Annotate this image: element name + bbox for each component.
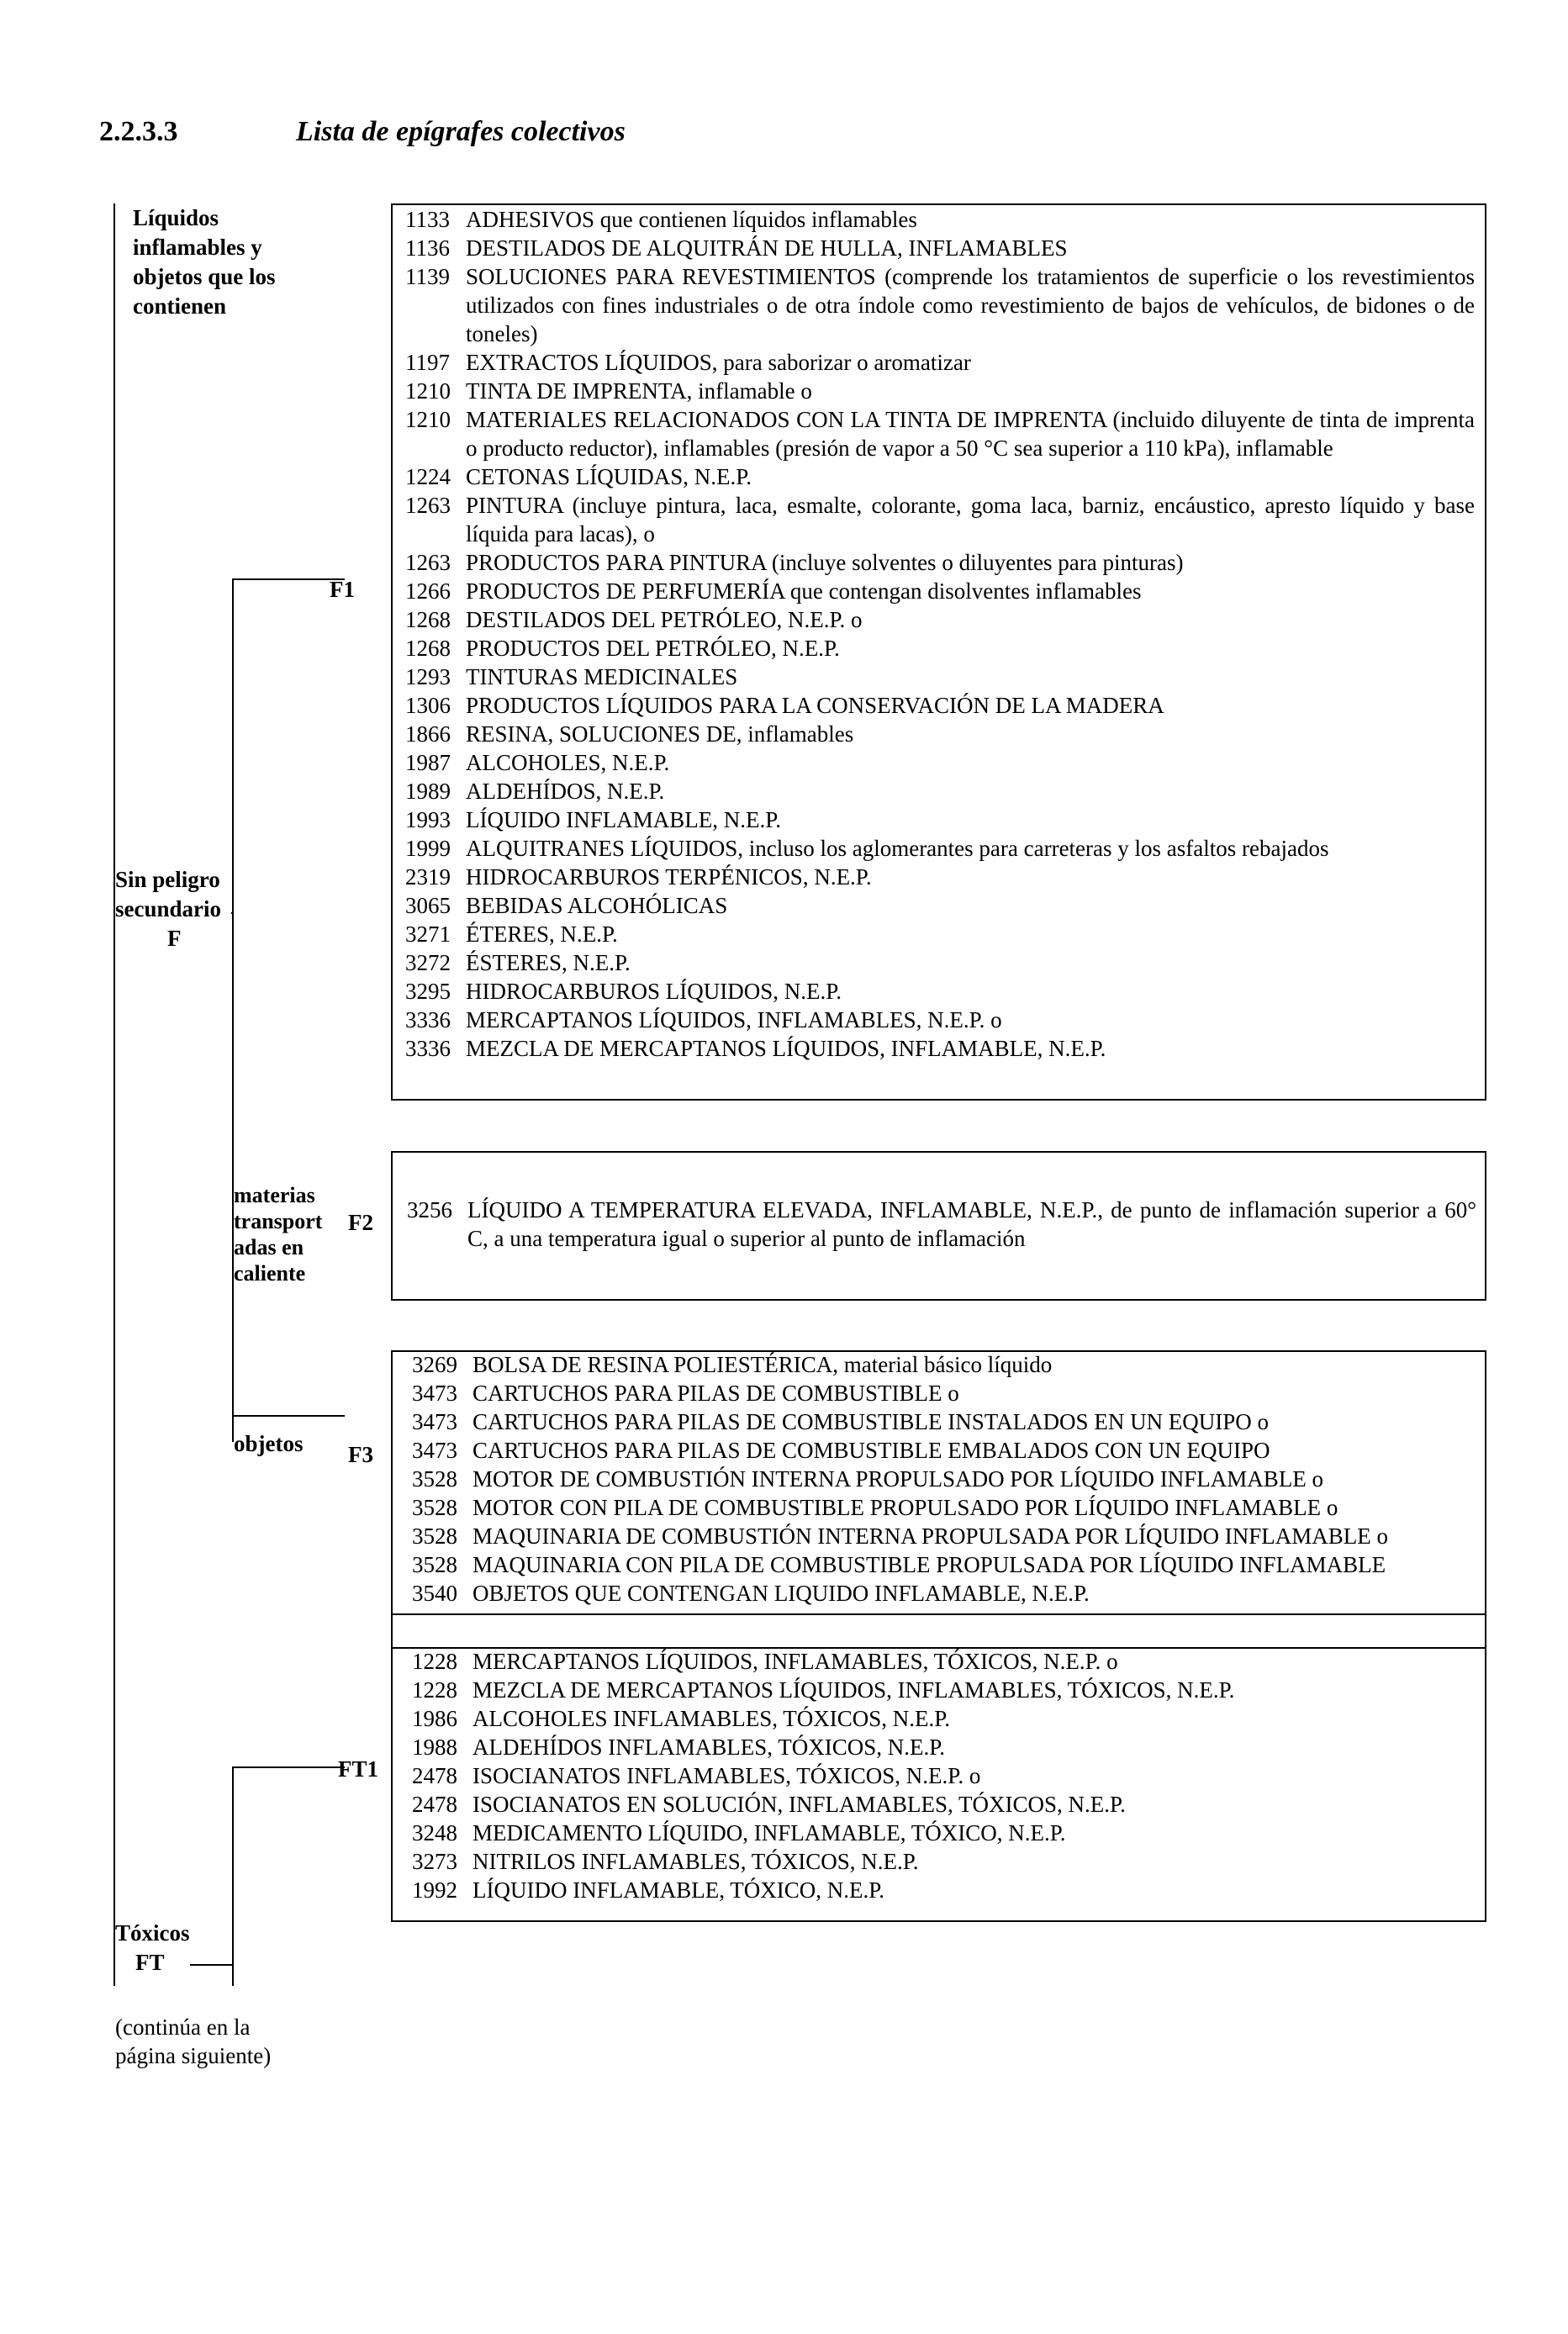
entry-name: NITRILOS INFLAMABLES, TÓXICOS, N.E.P.	[473, 1849, 919, 1874]
continuation-note	[115, 2013, 271, 2070]
un-number: 1306	[405, 693, 451, 718]
entry-name: HIDROCARBUROS LÍQUIDOS, N.E.P.	[466, 979, 842, 1004]
separator-band	[391, 1613, 1486, 1649]
list-item	[412, 1733, 1481, 1761]
un-number: 3295	[405, 979, 451, 1004]
un-number: 1266	[405, 578, 451, 604]
un-number: 1986	[412, 1706, 457, 1731]
entry-name: DESTILADOS DEL PETRÓLEO, N.E.P. o	[466, 607, 863, 632]
entry-name: MEZCLA DE MERCAPTANOS LÍQUIDOS, INFLAMABLES, TÓXICOS, N.E.P.	[473, 1677, 1235, 1703]
branch-ft-line	[232, 1766, 234, 1986]
list-item	[405, 205, 1475, 234]
tree-trunk-line	[114, 203, 115, 1986]
un-number: 3540	[412, 1581, 457, 1606]
ft1-entries-list	[412, 1647, 1481, 1904]
list-item	[405, 863, 1475, 891]
entry-name: MAQUINARIA DE COMBUSTIÓN INTERNA PROPULSADA POR LÍQUIDO INFLAMABLE o	[473, 1523, 1389, 1549]
un-number: 1987	[405, 750, 451, 775]
entry-name: ALDEHÍDOS INFLAMABLES, TÓXICOS, N.E.P.	[473, 1735, 946, 1760]
entry-name: ÉSTERES, N.E.P.	[466, 950, 631, 975]
un-number: 1988	[412, 1735, 457, 1760]
group-code-f3: F3	[348, 1442, 373, 1467]
un-number: 3273	[412, 1849, 457, 1874]
entry-name: CARTUCHOS PARA PILAS DE COMBUSTIBLE o	[473, 1381, 959, 1406]
un-number: 3271	[405, 921, 451, 947]
entry-name: BEBIDAS ALCOHÓLICAS	[466, 893, 728, 918]
entry-name: TINTURAS MEDICINALES	[466, 664, 738, 689]
branch-label-line: Sin peligro	[115, 867, 220, 892]
list-item	[405, 977, 1475, 1006]
un-number: 1999	[405, 836, 451, 861]
list-item	[405, 605, 1475, 634]
un-number: 1210	[405, 378, 451, 404]
entry-name: PINTURA (incluye pintura, laca, esmalte, colorante, goma laca, barniz, encáustico, apresto líquido y base líquida para lacas), o	[466, 493, 1475, 547]
list-item	[405, 777, 1475, 805]
list-item	[405, 405, 1475, 462]
entry-name: LÍQUIDO INFLAMABLE, TÓXICO, N.E.P.	[473, 1877, 884, 1903]
list-item	[405, 548, 1475, 577]
hot-materials-line: caliente	[234, 1261, 306, 1286]
un-number: 1136	[405, 235, 450, 261]
un-number: 1228	[412, 1649, 457, 1674]
hot-materials-line: adas en	[234, 1235, 304, 1259]
group-code-f2: F2	[348, 1210, 373, 1235]
entry-name: OBJETOS QUE CONTENGAN LIQUIDO INFLAMABLE, N.E.P.	[473, 1581, 1090, 1606]
list-item	[412, 1465, 1481, 1493]
list-item	[405, 262, 1475, 348]
hot-materials-line: transport	[234, 1209, 323, 1233]
entry-name: SOLUCIONES PARA REVESTIMIENTOS (comprende los tratamientos de superficie o los revestimientos utilizados con fines industriales o de otra índole como revestimiento de bajos de vehículos, de bidones o de toneles)	[466, 264, 1475, 346]
group-code-ft1: FT1	[338, 1756, 379, 1782]
un-number: 2478	[412, 1763, 457, 1788]
list-item	[405, 748, 1475, 777]
root-label	[133, 203, 276, 321]
list-item	[405, 948, 1475, 977]
un-number: 1992	[412, 1877, 457, 1903]
hot-materials-line: materias	[234, 1183, 315, 1207]
list-item	[405, 891, 1475, 920]
list-item	[412, 1819, 1481, 1847]
list-item	[405, 491, 1475, 548]
entry-name: ISOCIANATOS EN SOLUCIÓN, INFLAMABLES, TÓXICOS, N.E.P.	[473, 1792, 1126, 1817]
list-item	[405, 920, 1475, 948]
un-number: 3269	[412, 1352, 457, 1377]
un-number: 3065	[405, 893, 451, 918]
list-item	[412, 1761, 1481, 1790]
un-number: 1263	[405, 493, 451, 518]
entry-name: HIDROCARBUROS TERPÉNICOS, N.E.P.	[466, 864, 872, 890]
entry-name: RESINA, SOLUCIONES DE, inflamables	[466, 721, 854, 747]
list-item	[405, 663, 1475, 691]
root-label-line: inflamables y	[133, 235, 262, 260]
list-item	[405, 377, 1475, 405]
list-item	[407, 1196, 1476, 1253]
branch-f-line	[232, 578, 234, 1442]
list-item	[412, 1647, 1481, 1676]
branch-code-f: F	[167, 926, 182, 951]
un-number: 1268	[405, 607, 451, 632]
entry-name: ALCOHOLES, N.E.P.	[466, 750, 670, 775]
entry-name: MOTOR DE COMBUSTIÓN INTERNA PROPULSADO POR LÍQUIDO INFLAMABLE o	[473, 1466, 1324, 1492]
entry-name: DESTILADOS DE ALQUITRÁN DE HULLA, INFLAMABLES	[466, 235, 1068, 261]
un-number: 1866	[405, 721, 451, 747]
list-item	[412, 1790, 1481, 1819]
f1-connector	[232, 578, 345, 580]
entry-name: MEZCLA DE MERCAPTANOS LÍQUIDOS, INFLAMABLE, N.E.P.	[466, 1036, 1106, 1061]
list-item	[412, 1379, 1481, 1407]
list-item	[405, 577, 1475, 605]
list-item	[405, 1006, 1475, 1034]
un-number: 3336	[405, 1036, 451, 1061]
list-item	[405, 720, 1475, 748]
list-item	[405, 834, 1475, 863]
entry-name: LÍQUIDO A TEMPERATURA ELEVADA, INFLAMABLE, N.E.P., de punto de inflamación superior a 60° C, a una temperatura igual o superior al punto de inflamación	[467, 1197, 1476, 1251]
root-label-line: contienen	[133, 293, 226, 319]
list-item	[405, 348, 1475, 377]
entry-name: ALDEHÍDOS, N.E.P.	[466, 779, 665, 804]
section-title: Lista de epígrafes colectivos	[296, 116, 626, 147]
list-item	[412, 1522, 1481, 1550]
list-item	[412, 1550, 1481, 1579]
list-item	[405, 805, 1475, 834]
list-item	[412, 1350, 1481, 1379]
list-item	[405, 691, 1475, 720]
entry-name: MAQUINARIA CON PILA DE COMBUSTIBLE PROPULSADA POR LÍQUIDO INFLAMABLE	[473, 1552, 1386, 1577]
entry-name: LÍQUIDO INFLAMABLE, N.E.P.	[466, 807, 781, 832]
entry-name: TINTA DE IMPRENTA, inflamable o	[466, 378, 812, 404]
entry-name: MEDICAMENTO LÍQUIDO, INFLAMABLE, TÓXICO, N.E.P.	[473, 1820, 1066, 1846]
un-number: 1133	[405, 207, 450, 232]
un-number: 3336	[405, 1007, 451, 1032]
entry-name: PRODUCTOS LÍQUIDOS PARA LA CONSERVACIÓN DE LA MADERA	[466, 693, 1164, 718]
root-label-line: Líquidos	[133, 205, 219, 230]
entry-name: MERCAPTANOS LÍQUIDOS, INFLAMABLES, TÓXICOS, N.E.P. o	[473, 1649, 1118, 1674]
list-item	[405, 462, 1475, 491]
entry-name: CARTUCHOS PARA PILAS DE COMBUSTIBLE INSTALADOS EN UN EQUIPO o	[473, 1409, 1270, 1434]
un-number: 2319	[405, 864, 451, 890]
un-number: 3256	[407, 1197, 452, 1222]
entry-name: MATERIALES RELACIONADOS CON LA TINTA DE IMPRENTA (incluido diluyente de tinta de imprenta o producto reductor), inflamables (presión de vapor a 50 °C sea superior a 110 kPa), inflamable	[466, 407, 1475, 461]
f1-entries-list	[405, 205, 1475, 1063]
un-number: 1268	[405, 636, 451, 661]
un-number: 3248	[412, 1820, 457, 1846]
un-number: 1993	[405, 807, 451, 832]
list-item	[405, 634, 1475, 663]
entry-name: PRODUCTOS DEL PETRÓLEO, N.E.P.	[466, 636, 840, 661]
list-item	[412, 1676, 1481, 1704]
un-number: 3473	[412, 1409, 457, 1434]
un-number: 3528	[412, 1466, 457, 1492]
root-label-line: objetos que los	[133, 264, 276, 289]
entry-name: ÉTERES, N.E.P.	[466, 921, 618, 947]
branch-toxic-label	[115, 1919, 190, 1978]
entry-name: BOLSA DE RESINA POLIESTÉRICA, material básico líquido	[473, 1352, 1053, 1377]
section-number: 2.2.3.3	[99, 116, 178, 147]
f3-connector	[232, 1415, 345, 1417]
list-item	[412, 1579, 1481, 1608]
entry-name: ADHESIVOS que contienen líquidos inflamables	[466, 207, 917, 232]
list-item	[412, 1407, 1481, 1436]
entry-name: EXTRACTOS LÍQUIDOS, para saborizar o aromatizar	[466, 350, 971, 375]
un-number: 3528	[412, 1552, 457, 1577]
un-number: 3473	[412, 1381, 457, 1406]
entry-name: MERCAPTANOS LÍQUIDOS, INFLAMABLES, N.E.P. o	[466, 1007, 1002, 1032]
un-number: 3528	[412, 1523, 457, 1549]
f2-entries-list	[407, 1196, 1476, 1253]
entry-name: MOTOR CON PILA DE COMBUSTIBLE PROPULSADO POR LÍQUIDO INFLAMABLE o	[473, 1495, 1338, 1520]
un-number: 3473	[412, 1438, 457, 1463]
entry-name: ALCOHOLES INFLAMABLES, TÓXICOS, N.E.P.	[473, 1706, 951, 1731]
un-number: 1989	[405, 779, 451, 804]
list-item	[412, 1436, 1481, 1465]
un-number: 1228	[412, 1677, 457, 1703]
un-number: 3528	[412, 1495, 457, 1520]
un-number: 1139	[405, 264, 450, 289]
continuation-line: (continúa en la	[115, 2015, 251, 2040]
un-number: 2478	[412, 1792, 457, 1817]
branch-code-ft: FT	[135, 1950, 165, 1975]
list-item	[405, 234, 1475, 262]
entry-name: CETONAS LÍQUIDAS, N.E.P.	[466, 464, 752, 489]
branch-label-line: Tóxicos	[115, 1920, 190, 1946]
entry-name: ALQUITRANES LÍQUIDOS, incluso los aglomerantes para carreteras y los asfaltos rebajados	[466, 836, 1329, 861]
list-item	[405, 1034, 1475, 1063]
group-code-f1: F1	[330, 577, 355, 602]
list-item	[412, 1704, 1481, 1733]
entry-name: ISOCIANATOS INFLAMABLES, TÓXICOS, N.E.P. o	[473, 1763, 981, 1788]
un-number: 1197	[405, 350, 450, 375]
continuation-line: página siguiente)	[115, 2043, 272, 2068]
f3-entries-list	[412, 1350, 1481, 1608]
hot-materials-label	[234, 1182, 322, 1286]
un-number: 1224	[405, 464, 451, 489]
entry-name: PRODUCTOS DE PERFUMERÍA que contengan disolventes inflamables	[466, 578, 1142, 604]
branch-label-line: secundario	[115, 896, 222, 921]
list-item	[412, 1847, 1481, 1876]
list-item	[412, 1493, 1481, 1522]
list-item	[412, 1876, 1481, 1904]
objects-label: objetos	[234, 1431, 304, 1456]
un-number: 3272	[405, 950, 451, 975]
un-number: 1210	[405, 407, 451, 432]
entry-name: CARTUCHOS PARA PILAS DE COMBUSTIBLE EMBALADOS CON UN EQUIPO	[473, 1438, 1270, 1463]
ft1-connector	[232, 1766, 345, 1768]
entry-name: PRODUCTOS PARA PINTURA (incluye solventes o diluyentes para pinturas)	[466, 550, 1184, 575]
un-number: 1293	[405, 664, 451, 689]
un-number: 1263	[405, 550, 451, 575]
branch-no-secondary-risk-label	[115, 865, 231, 953]
